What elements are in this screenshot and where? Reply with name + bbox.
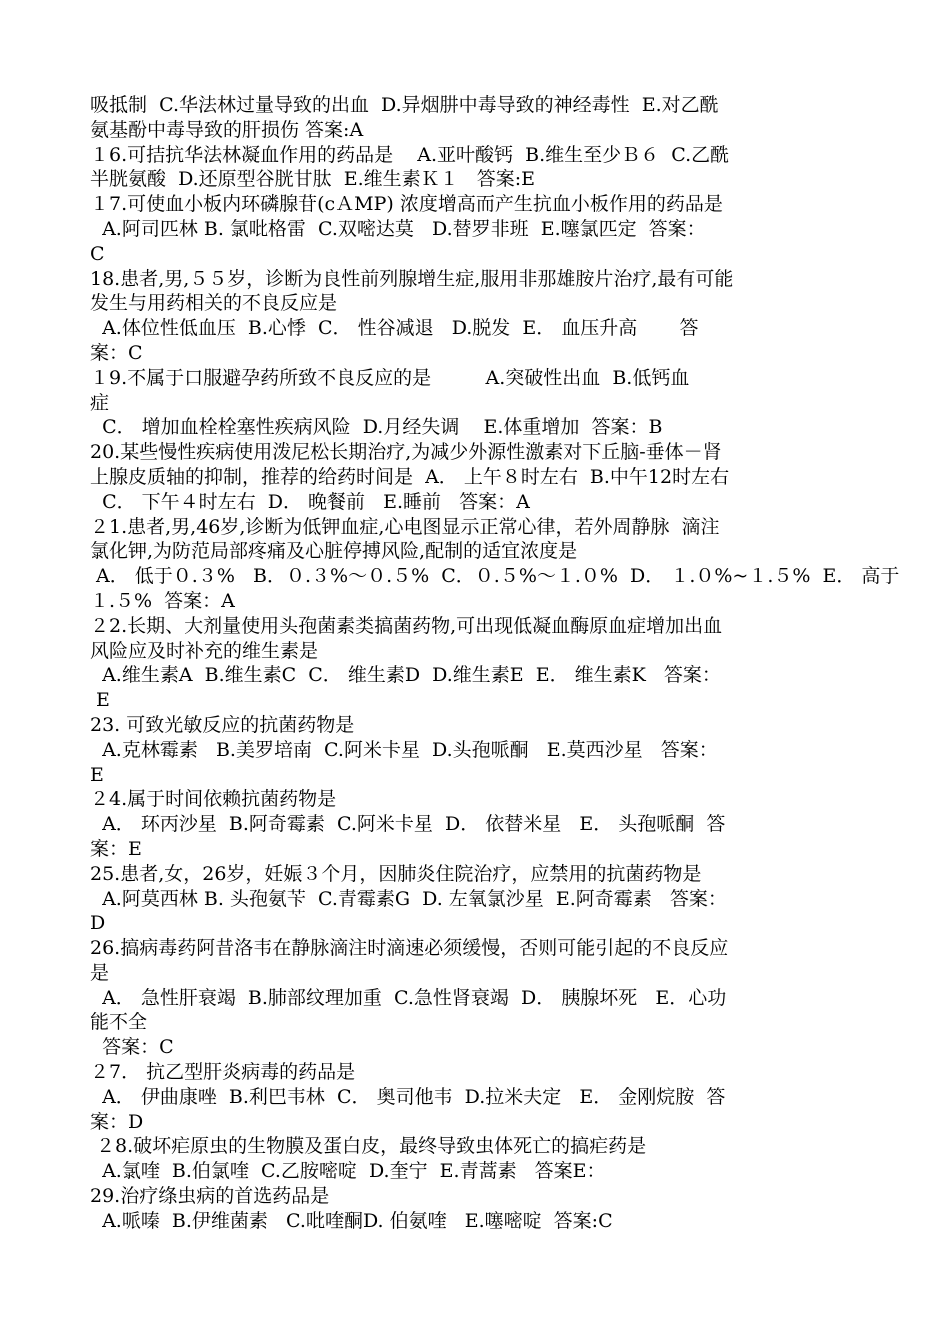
text-line: 25.患者,女，26岁，妊娠３个月，因肺炎住院治疗，应禁用的抗菌药物是 [90,862,702,885]
text-line: A.体位性低血压 B.心悸 C． 性谷减退 D.脱发 E． 血压升高 答 [90,317,699,340]
text-line: 案：C [90,341,143,364]
text-line: A． 急性肝衰竭 B.肺部纹理加重 C.急性肾衰竭 D． 胰腺坏死 E．心功 [90,986,727,1009]
text-line: 上腺皮质轴的抑制，推荐的给药时间是 A． 上午８时左右 B.中午12时左右 [90,465,730,488]
text-line: 26.搞病毒药阿昔洛韦在静脉滴注时滴速必须缓慢，否则可能引起的不良反应 [90,937,729,960]
text-line: １6.可拮抗华法林凝血作用的药品是 A.亚叶酸钙 B.维生至少Ｂ６ C.乙酰 [90,143,730,166]
text-line: 20.某些慢性疾病使用泼尼松长期治疗,为减少外源性激素对下丘脑-垂体－肾 [90,441,722,464]
text-line: A.哌嗪 B.伊维菌素 C.吡喹酮D. 伯氨喹 E.噻嘧啶 答案:C [90,1209,613,1232]
text-line: 23. 可致光敏反应的抗菌药物是 [90,713,355,736]
text-line: A． 环丙沙星 B.阿奇霉素 C.阿米卡星 D． 依替米星 E． 头孢哌酮 答 [90,813,726,836]
text-line: C． 增加血栓栓塞性疾病风险 D.月经失调 E.体重增加 答案：B [90,416,663,439]
text-line: D [90,912,106,935]
text-line: 氨基酚中毒导致的肝损伤 答案:A [90,118,364,141]
text-line: ２1.患者,男,46岁,诊断为低钾血症,心电图显示正常心律，若外周静脉 滴注 [90,515,720,538]
text-line: A． 伊曲康唑 B.利巴韦林 C． 奥司他韦 D.拉米夫定 E． 金刚烷胺 答 [90,1085,726,1108]
text-line: A． 低于０.３% B．０.３%～０.５% C．０.５%～１.０% D． １.０%~１.５% E． 高于 [90,565,900,588]
text-line: C． 下午４时左右 D． 晚餐前 E.睡前 答案：A [90,490,530,513]
text-line: 答案：C [90,1036,174,1059]
text-line: ２4.属于时间依赖抗菌药物是 [90,788,337,811]
text-line: １7.可使血小板内环磷腺苷(cＡMP) 浓度增高而产生抗血小板作用的药品是 [90,193,723,216]
text-line: １.５% 答案：A [90,589,235,612]
text-line: A.克林霉素 B.美罗培南 C.阿米卡星 D.头孢哌酮 E.莫西沙星 答案： [90,738,718,761]
text-line: 29.治疗绦虫病的首选药品是 [90,1185,330,1208]
text-line: 案：E [90,837,142,860]
text-line: 风险应及时补充的维生素是 [90,639,319,662]
text-line: A.阿莫西林 B. 头孢氨苄 C.青霉素G D. 左氧氯沙星 E.阿奇霉素 答案： [90,887,727,910]
text-line: A.阿司匹林 B. 氯吡格雷 C.双嘧达莫 D.替罗非班 E.噻氯匹定 答案： [90,217,706,240]
text-line: 吸抵制 C.华法林过量导致的出血 D.异烟肼中毒导致的神经毒性 E.对乙酰 [90,94,719,116]
text-line: 半胱氨酸 D.还原型谷胱甘肽 E.维生素Ｋ１ 答案:E [90,168,536,191]
text-line: 发生与用药相关的不良反应是 [90,292,338,315]
text-line: 症 [90,391,110,414]
text-line: 能不全 [90,1011,148,1034]
text-line: 氯化钾,为防范局部疼痛及心脏停搏风险,配制的适宜浓度是 [90,540,578,563]
text-line: ２8.破坏疟原虫的生物膜及蛋白皮，最终导致虫体死亡的搞疟药是 [90,1135,647,1158]
text-line: C [90,242,105,265]
text-line: １9.不属于口服避孕药所致不良反应的是 A.突破性出血 B.低钙血 [90,366,690,389]
document-page [90,93,900,1234]
text-line: A.维生素A B.维生素C C． 维生素D D.维生素E E． 维生素K 答案： [90,664,721,687]
text-line: ２7． 抗乙型肝炎病毒的药品是 [90,1061,356,1084]
text-line: E [90,763,104,786]
text-line: 案：D [90,1110,144,1133]
text-line: 是 [90,961,110,984]
text-line: E [90,689,110,712]
text-line: ２2.长期、大剂量使用头孢菌素类搞菌药物,可出现低凝血酶原血症增加出血 [90,614,723,637]
text-line: 18.患者,男,５５岁，诊断为良性前列腺增生症,服用非那雄胺片治疗,最有可能 [90,267,734,290]
text-line: A.氯喹 B.伯氯喹 C.乙胺嘧啶 D.奎宁 E.青蒿素 答案E： [90,1160,606,1183]
